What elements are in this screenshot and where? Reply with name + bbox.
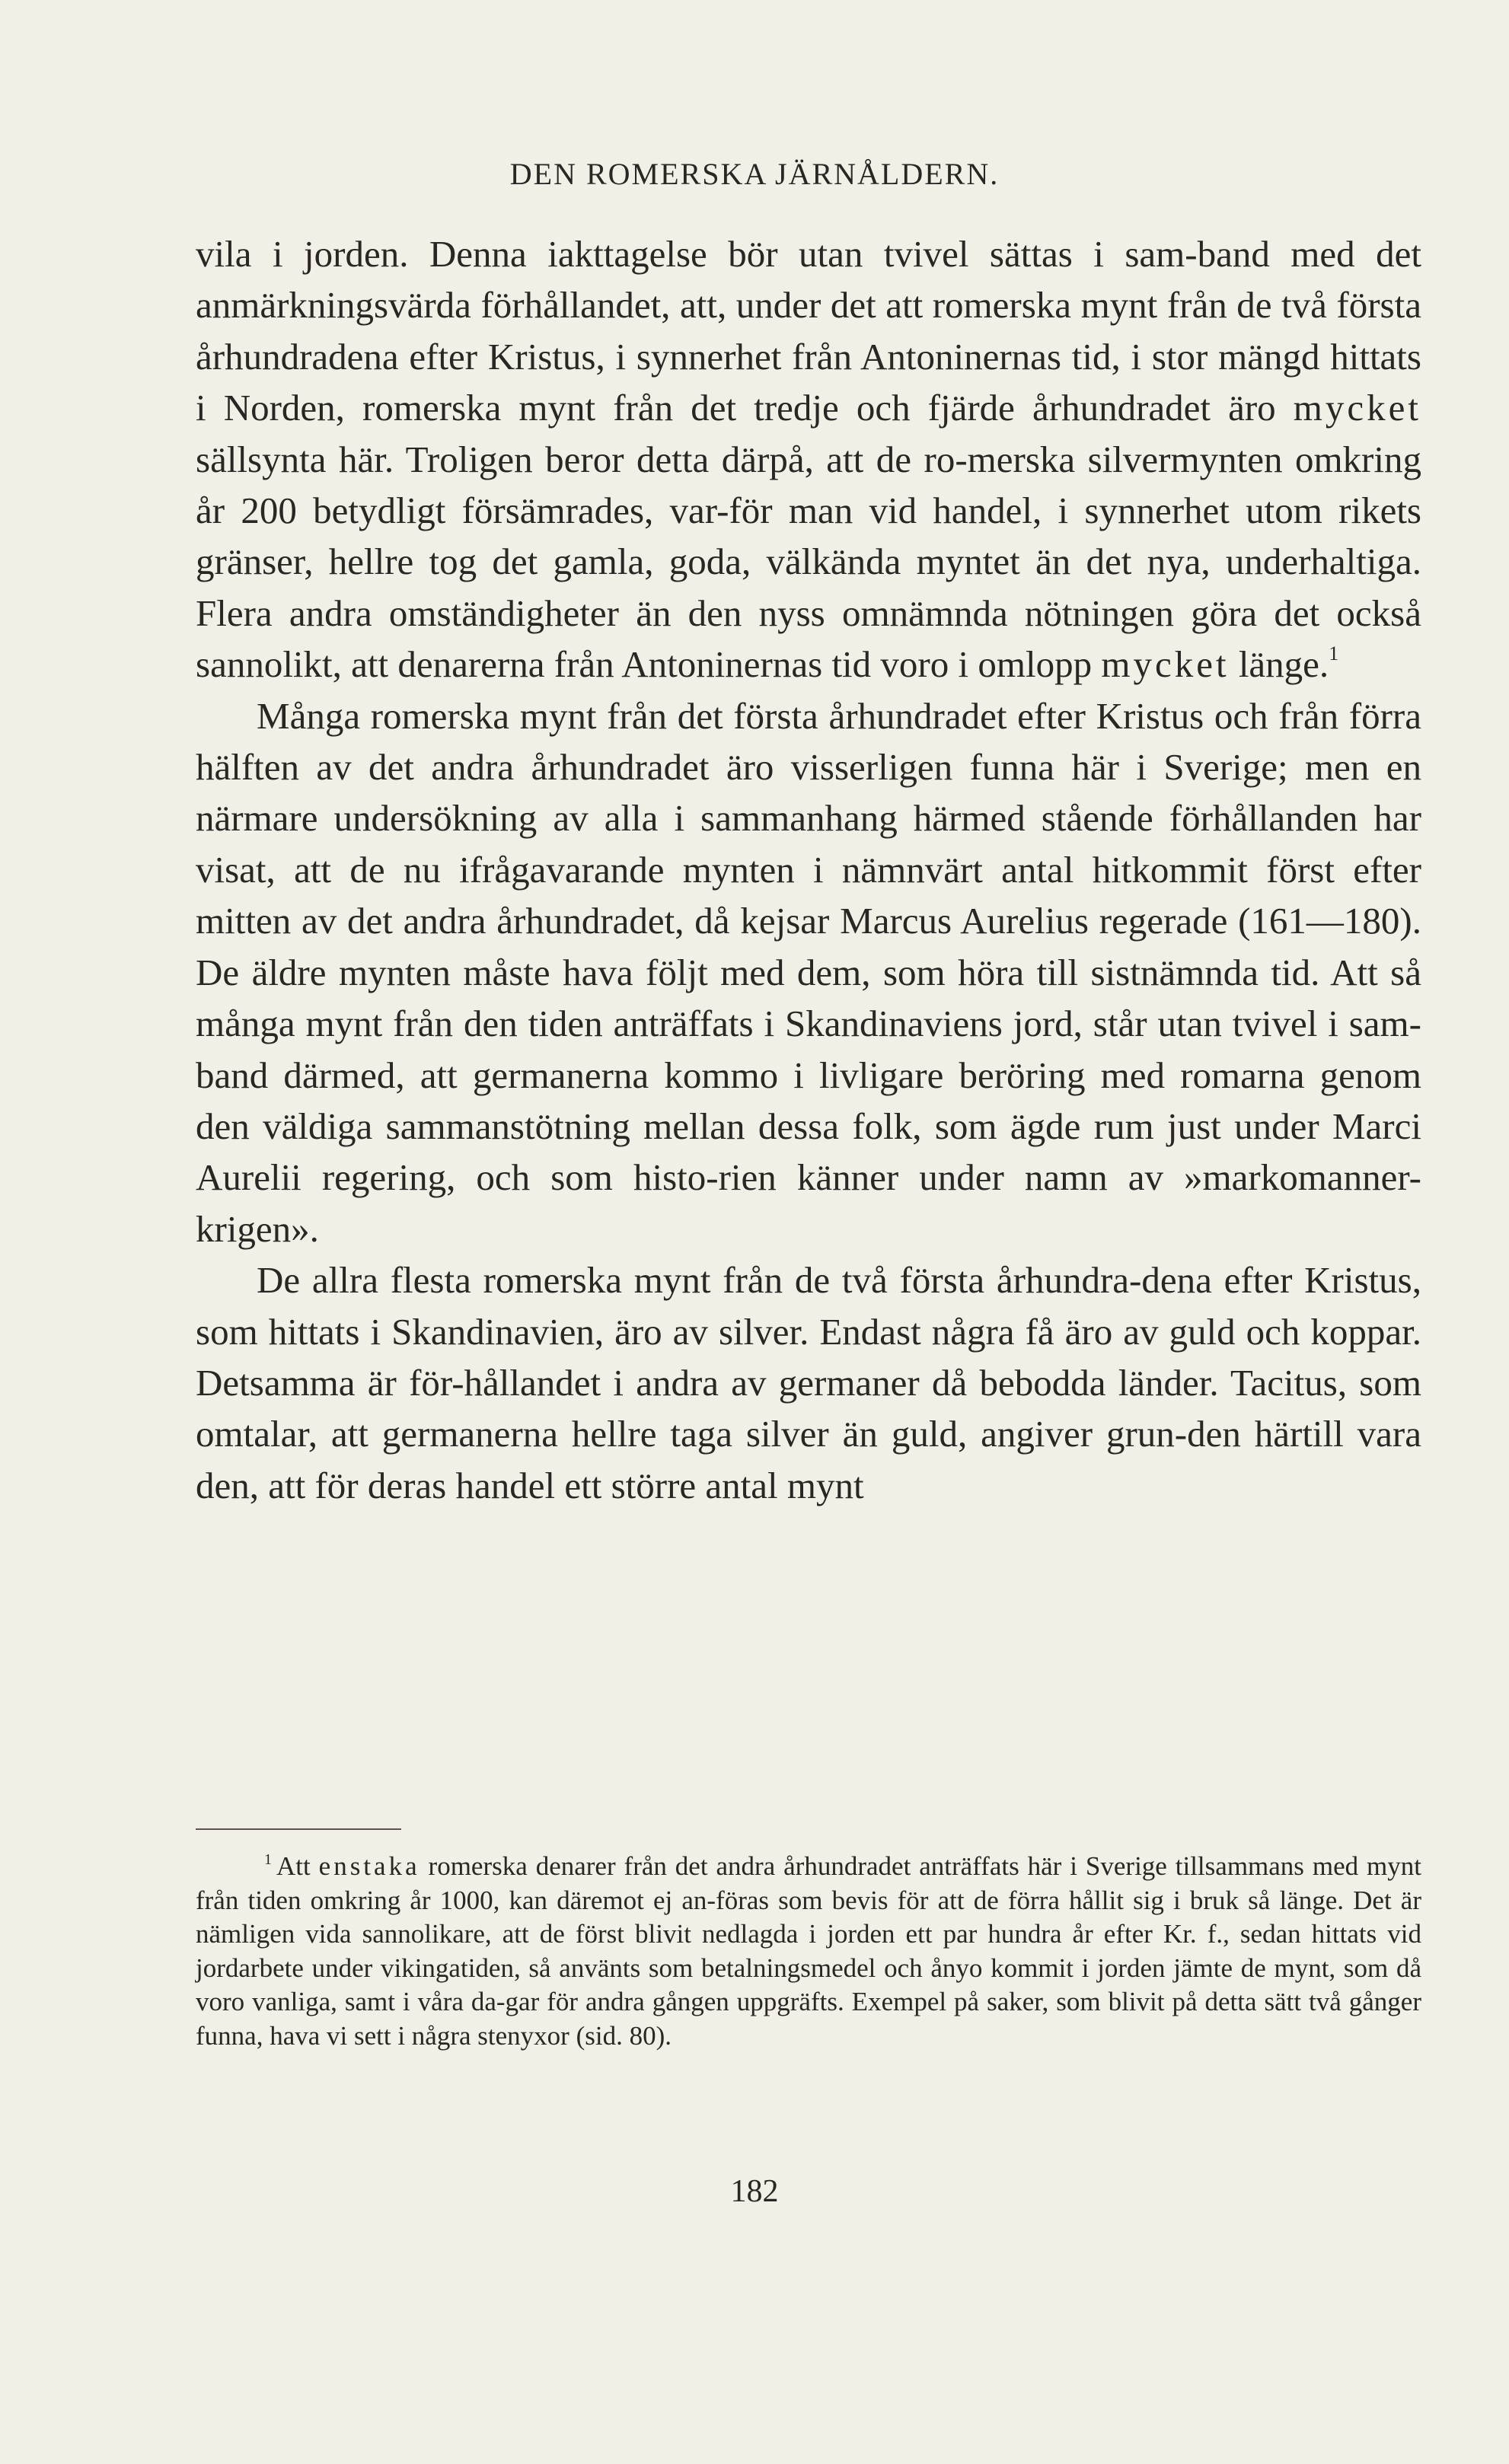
footnote-text: $^1$ Att enstaka romerska denarer från det andra århundradet anträffats här i Sverige tillsammans med mynt från tiden omkring år 1000, kan däremot ej an-föras som bevis för att de förra hållit sig i bruk så länge. Det är nämligen vida sannolikare, att de först blivit nedlagda i jorden ett par hundra år efter Kr. f., sedan hittats vid jordarbete under vikingatiden, så använts som betalningsmedel och ånyo kommit i jorden jämte de mynt, som då voro vanliga, samt i våra da-gar för andra gången uppgräfts. Exempel på saker, som blivit på detta sätt två gånger funna, hava vi sett i några stenyxor (sid. 80). — [196, 1851, 1421, 2051]
page-number: 182 — [730, 2174, 779, 2209]
footnote-reference[interactable]: 1 — [1329, 642, 1339, 665]
paragraph-2: Många romerska mynt från det första århundradet efter Kristus och från förra hälften av det andra århundradet äro visserligen funna här i Sverige; men en närmare undersökning av alla i sammanhang härmed stående förhållanden har visat, att de nu ifrågavarande mynten i nämnvärt antal hitkommit först efter mitten av det andra århundradet, då kejsar Marcus Aurelius regerade (161—180). De äldre mynten måste hava följt med dem, som höra till sistnämnda tid. Att så många mynt från den tiden anträffats i Skandinaviens jord, står utan tvivel i sam-band därmed, att germanerna kommo i livligare beröring med romarna genom den väldiga sammanstötning mellan dessa folk, som ägde rum just under Marci Aurelii regering, och som histo-rien känner under namn av »markomanner-krigen». — [196, 694, 1421, 1250]
emphasis-spaced: mycket — [1293, 387, 1421, 429]
emphasis-spaced: mycket — [1101, 643, 1230, 686]
paragraph-3: De allra flesta romerska mynt från de två första århundra-dena efter Kristus, som hittats i Skandinavien, äro av silver. Endast några få äro av guld och koppar. Detsamma är för-hållandet i andra av germaner då bebodda länder. Tacitus, som omtalar, att germanerna hellre taga silver än guld, angiver grun-den härtill vara den, att för deras handel ett större antal mynt — [196, 1259, 1421, 1506]
paragraph-1: vila i jorden. Denna iakttagelse bör utan tvivel sättas i sam-band med det anmärkningsvärda förhållandet, att, under det att romerska mynt från de två första århundradena efter Kristus, i synnerhet från Antoninernas tid, i stor mängd hittats i Norden, romerska mynt från det tredje och fjärde århundradet äro mycket sällsynta här. Troligen beror detta därpå, att de ro-merska silvermynten omkring år 200 betydligt försämrades, var-för man vid handel, i synnerhet utom rikets gränser, hellre tog det gamla, goda, välkända myntet än det nya, underhaltiga. Flera andra omständigheter än den nyss omnämnda nötningen göra det också sannolikt, att denarerna från Antoninernas tid voro i omlopp mycket länge.$^1$ — [196, 233, 1421, 686]
body-text — [196, 228, 1421, 1511]
footnote — [196, 1850, 1421, 2053]
emphasis-spaced: enstaka — [318, 1851, 420, 1881]
footnote-mark: 1 — [264, 1851, 272, 1868]
footnote-separator — [196, 1828, 401, 1830]
running-head: DEN ROMERSKA JÄRNÅLDERN. — [509, 157, 1000, 191]
